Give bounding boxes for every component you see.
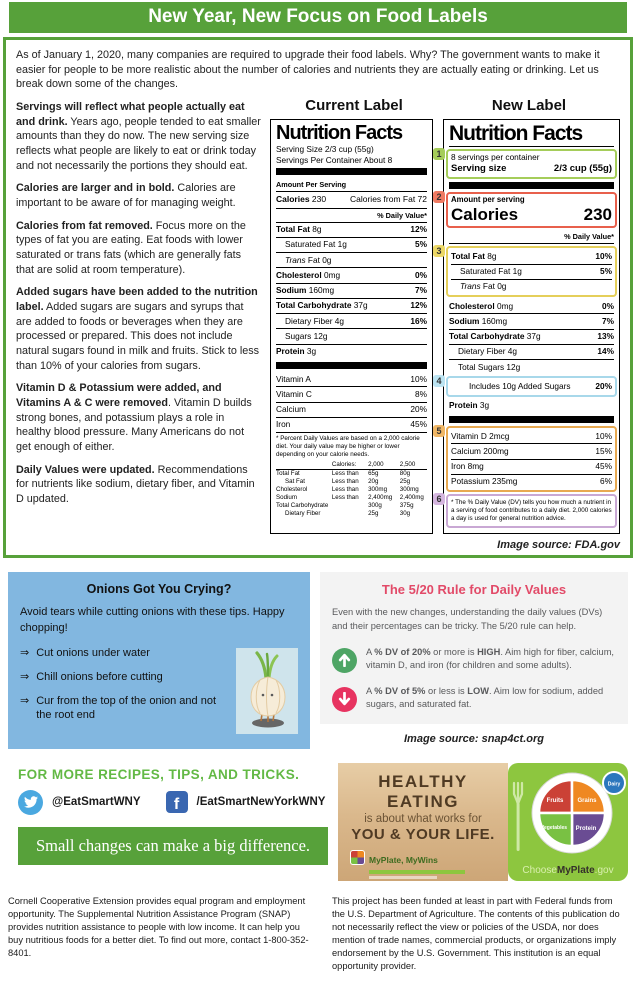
serving-size: Serving Size 2/3 cup (55g) [276,144,374,155]
footer-right-text: This project has been funded at least in part with Federal funds from the U.S. Department of Agriculture. The contents of this publication do not necessarily reflect the view or policies of the USDA, nor does mention of trade names, commercial products, or organizations imply endorsement by the U.S. Government. This institution is an equal opportunity provider. [332,895,620,971]
svg-text:Protein: Protein [575,825,597,832]
rule-box-title: The 5/20 Rule for Daily Values [381,581,567,597]
intro-paragraph: As of January 1, 2020, many companies are required to upgrade their food labels. Why? The government wants to make it easier for people to be more realistic about the number of calories and nutrients they are actually eating or drinking. Let us break down some of the changes. [16,49,600,91]
fda-image-source: Image source: FDA.gov [497,538,620,551]
facebook-icon[interactable]: f [166,791,188,813]
change-paragraph: Servings will reflect what people actually eat and drink. Years ago, people tended to eat smaller amounts than they do now. The new serving size reflects what people are likely to eat or drink today and not necessarily the portions they should eat. [16,101,261,172]
nutrient-row: Total Carbohydrate 37g 13% [449,329,614,344]
main-content-box [3,37,633,558]
nutrient-row: Saturated Fat 1g 5% [276,237,427,252]
vitamin-row: Vitamin D 2mcg 10% [451,430,612,441]
social-links-row [18,790,328,815]
svg-text:Fruits: Fruits [546,797,564,804]
choose-myplate-badge [508,763,628,881]
nutrient-row: Total Fat 8g 12% [276,222,427,237]
divider-bar [276,362,427,369]
small-changes-banner: Small changes can make a big difference. [18,827,328,865]
marker-3: 3 [433,245,445,257]
nutrient-row: Cholesterol 0mg 0% [449,300,614,311]
nutrient-row: Dietary Fiber 4g 16% [276,313,427,328]
twitter-icon[interactable] [18,790,43,815]
vitamin-row: Iron 45% [276,417,427,432]
amount-per-serving: Amount Per Serving [276,178,427,192]
change-paragraph: Calories from fat removed. Focus more on the types of fat you are eating. Eat foods with lower saturated or trans fats (which are generally fats that are solid at room temperature). [16,219,246,276]
nutrient-row: Total Sugars 12g [449,359,614,374]
myplate-plate-icon [522,767,626,861]
footer [8,895,628,973]
myplate-graphic [338,763,628,881]
nutrient-row: Trans Fat 0g [276,252,427,267]
label-footnote: * The % Daily Value (DV) tells you how much a nutrient in a serving of food contributes to a daily diet. 2,000 calories a day is used for general nutrition advice. [451,499,612,522]
marker-2: 2 [433,191,445,203]
rule-item-low: A % DV of 5% or less is LOW. Aim low for sodium, added sugars, and saturated fat. [332,685,616,712]
vitamin-row: Vitamin A 10% [276,373,427,384]
change-paragraph: Vitamin D & Potassium were added, and Vitamins A & C were removed. Vitamin D builds strong bones, and potassium plays a role in healthy blood pressure. Many Americans do not get enough of either. [16,382,252,454]
nutrient-row: Cholesterol 0mg 0% [276,267,427,282]
svg-text:Dairy: Dairy [607,781,621,788]
marker-1: 1 [433,148,445,160]
highlight-added-sugars [436,376,617,396]
new-label-title: Nutrition Facts [449,123,614,147]
highlight-vitamins [436,426,617,492]
marker-6: 6 [433,493,445,505]
svg-text:Vegetables: Vegetables [540,824,568,831]
choose-myplate-url[interactable]: ChooseMyPlate.gov [522,864,614,876]
nutrient-row: Total Carbohydrate 37g 12% [276,298,427,313]
new-nutrition-label [436,119,620,533]
change-paragraph: Added sugars have been added to the nutrition label. Added sugars are sugars and syrups that are added to foods or beverages when they are processed or prepared. This does not include natural sugars found in milk and fruits. Stick to less than 10% of your calories from sugars. [16,286,260,372]
rule-box-intro: Even with the new changes, understanding the daily values (DVs) and their percentages can be tricky. The 5/20 rule can help. [332,606,603,631]
nutrient-row: Saturated Fat 1g 5% [451,264,612,279]
myplate-logo-text: MyPlate, MyWins [369,854,438,865]
serving-size-value: 2/3 cup (55g) [553,162,612,174]
highlight-calories [436,191,617,229]
labels-comparison [270,96,620,553]
servings-per-container: 8 servings per container [451,152,540,163]
current-label-title: Nutrition Facts [276,122,403,145]
onion-illustration [236,648,298,739]
vitamin-row: Potassium 235mg 6% [451,474,612,489]
footer-left-text: Cornell Cooperative Extension provides equal program and employment opportunity. The Supplemental Nutrition Assistance Program (SNAP) provides nutrition assistance to people with low income. It can help you buy nutritious foods for a better diet. To find out more, contact 1-800-352-8401. [8,895,309,958]
nutrient-row: Protein 3g [276,344,427,359]
svg-text:Grains: Grains [577,797,597,804]
footnote-table: Calories: 2,000 2,500 Total Fat Less than 65g 80g Sat Fat Less than 20g 25g Cholesterol Less than 300mg 300mg Sodium Less than 2,400mg 2,400mg Total Carbohydrate 300g 375g Dietary Fiber 25g 30g [276,461,427,518]
new-label-heading: New Label [491,97,567,115]
change-paragraph: Calories are larger and in bold. Calories are important to be aware of for managing weight. [16,182,236,210]
vitamin-row: Calcium 200mg 15% [451,443,612,458]
calories-row [276,192,427,209]
nutrient-row: Sugars 12g [276,328,427,343]
more-recipes-heading: FOR MORE RECIPES, TIPS, AND TRICKS. [18,766,300,782]
facebook-handle[interactable]: /EatSmartNewYorkWNY [196,796,326,809]
rule-column [320,572,628,745]
five-twenty-rule-box [320,572,628,724]
arrow-bullet-icon: ⇒ [20,695,30,708]
nutrient-row: Sodium 160mg 7% [449,313,614,328]
up-arrow-icon [332,648,357,673]
marker-5: 5 [433,425,445,437]
down-arrow-icon [332,687,357,712]
marker-4: 4 [433,375,445,387]
healthy-eating-sign [338,763,508,881]
arrow-bullet-icon: ⇒ [20,670,30,683]
label-footnote: * Percent Daily Values are based on a 2,000 calorie diet. Your daily value may be higher or lower depending on your calorie needs. [276,432,427,461]
change-paragraph: Daily Values were updated. Recommendations for nutrients like sodium, dietary fiber, and Vitamin D updated. [16,463,255,506]
page-title: New Year, New Focus on Food Labels [9,2,627,33]
myplate-logo-icon [350,850,365,865]
healthy-eating-line2: is about what works for [364,812,482,825]
nutrient-row: Total Fat 8g 10% [451,250,612,261]
divider-bar [449,182,614,189]
twitter-handle[interactable]: @EatSmartWNY [52,796,141,809]
current-label-heading: Current Label [305,97,403,115]
nutrient-row: Includes 10g Added Sugars 20% [469,380,612,391]
calories-value: 230 [311,194,327,205]
amount-per-serving: Amount per serving [451,194,525,204]
highlight-servings [436,149,617,178]
highlight-fats [436,246,617,297]
myplate-mywins-logo [350,850,500,879]
divider-bar [276,168,427,175]
daily-value-header: % Daily Value* [377,210,427,220]
arrow-bullet-icon: ⇒ [20,646,30,659]
rule-item-high: A % DV of 20% or more is HIGH. Aim high for fiber, calcium, vitamin D, and iron (for children and some adults). [332,646,616,673]
servings-per-container: Servings Per Container About 8 [276,154,393,165]
healthy-eating-line3: YOU & YOUR LIFE. [351,825,495,843]
onion-tip: ⇒ Cut onions under water [20,646,150,659]
serving-size-label: Serving size [451,162,507,174]
healthy-eating-line1: HEALTHY EATING [378,771,468,811]
tips-row [8,572,628,749]
nutrient-row: Sodium 160mg 7% [276,283,427,298]
divider-bar [449,416,614,423]
onion-box-title: Onions Got You Crying? [86,581,232,596]
current-nutrition-label [270,119,433,533]
vitamin-row: Calcium 20% [276,402,427,417]
logo-subtext-bar [369,876,437,879]
calories-label: Calories [276,194,310,205]
nutrient-row: Dietary Fiber 4g 14% [449,344,614,359]
nutrient-row: Trans Fat 0g [451,279,612,294]
onion-tip: ⇒ Cur from the top of the onion and not the root end [20,695,216,722]
social-myplate-row [8,761,628,881]
highlight-footnote [436,494,617,528]
onion-box-intro: Avoid tears while cutting onions with these tips. Happy chopping! [20,605,285,634]
calories-from-fat: Calories from Fat 72 [350,194,427,205]
onion-tips-box [8,572,310,749]
daily-value-header: % Daily Value* [449,230,614,244]
vitamin-row: Vitamin C 8% [276,386,427,401]
nutrient-row: Protein 3g [449,400,490,411]
calories-label: Calories [451,205,519,225]
onion-tip: ⇒ Chill onions before cutting [20,670,163,683]
snap-image-source: Image source: snap4ct.org [404,732,544,745]
calories-value: 230 [583,205,612,225]
logo-subtext-bar [369,870,465,874]
vitamin-row: Iron 8mg 45% [451,459,612,474]
